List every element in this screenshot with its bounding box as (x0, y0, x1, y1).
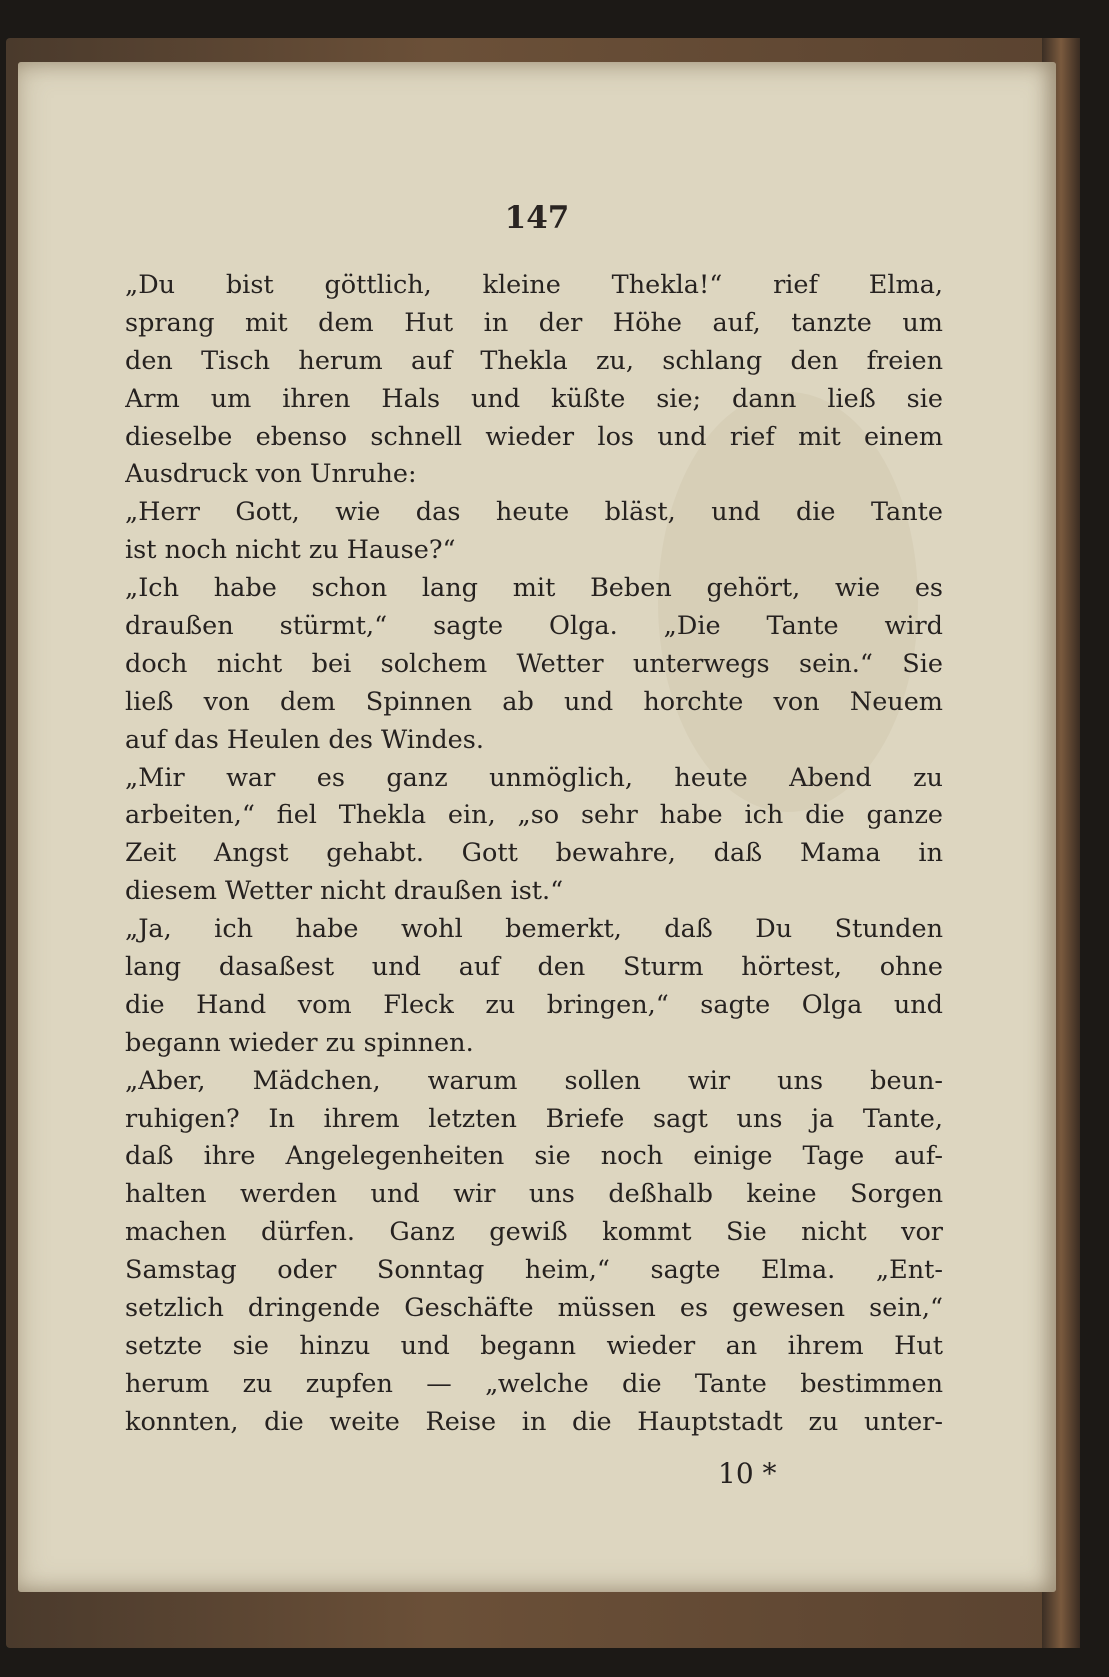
text-line: Samstag oder Sonntag heim,“ sagte Elma. „Ent- (125, 1255, 943, 1286)
text-line: halten werden und wir uns deßhalb keine Sorgen (125, 1179, 943, 1210)
text-line: sprang mit dem Hut in der Höhe auf, tanzte um (125, 307, 943, 338)
text-line: ruhigen? In ihrem letzten Briefe sagt uns ja Tante, (125, 1103, 943, 1134)
text-line: „Ja, ich habe wohl bemerkt, daß Du Stunden (125, 914, 943, 945)
text-line: die Hand vom Fleck zu bringen,“ sagte Olga und (125, 989, 943, 1020)
text-line: ist noch nicht zu Hause?“ (125, 535, 456, 566)
text-line: setzte sie hinzu und begann wieder an ihrem Hut (125, 1330, 943, 1361)
signature-mark: 10 * (718, 1457, 777, 1490)
text-line: lang dasaßest und auf den Sturm hörtest, ohne (125, 952, 943, 983)
book-page (18, 62, 1056, 1592)
text-line: auf das Heulen des Windes. (125, 724, 484, 755)
text-line: „Mir war es ganz unmöglich, heute Abend zu (125, 762, 943, 793)
text-line: „Du bist göttlich, kleine Thekla!“ rief Elma, (125, 270, 943, 300)
text-line: begann wieder zu spinnen. (125, 1027, 474, 1058)
text-line: „Herr Gott, wie das heute bläst, und die Tante (125, 497, 943, 528)
text-line: „Aber, Mädchen, warum sollen wir uns beun- (125, 1065, 943, 1096)
text-line: Arm um ihren Hals und küßte sie; dann ließ sie (125, 383, 943, 414)
text-line: setzlich dringende Geschäfte müssen es gewesen sein,“ (125, 1293, 943, 1324)
text-line: doch nicht bei solchem Wetter unterwegs sein.“ Sie (125, 648, 943, 679)
page-number: 147 (504, 200, 570, 236)
text-line: dieselbe ebenso schnell wieder los und rief mit einem (125, 421, 943, 452)
text-line: Zeit Angst gehabt. Gott bewahre, daß Mama in (125, 838, 943, 869)
body-text (125, 267, 943, 1442)
text-line: machen dürfen. Ganz gewiß kommt Sie nicht vor (125, 1217, 943, 1248)
text-line: arbeiten,“ fiel Thekla ein, „so sehr habe ich die ganze (125, 800, 943, 831)
text-line: ließ von dem Spinnen ab und horchte von Neuem (125, 686, 943, 717)
text-line: konnten, die weite Reise in die Hauptstadt zu unter- (125, 1406, 943, 1437)
text-line: draußen stürmt,“ sagte Olga. „Die Tante wird (125, 611, 943, 642)
text-line: Ausdruck von Unruhe: (125, 459, 417, 490)
text-line: den Tisch herum auf Thekla zu, schlang den freien (125, 345, 943, 376)
text-line: „Ich habe schon lang mit Beben gehört, wie es (125, 573, 943, 604)
text-line: diesem Wetter nicht draußen ist.“ (125, 876, 564, 907)
text-line: herum zu zupfen — „welche die Tante bestimmen (125, 1368, 943, 1399)
text-line: daß ihre Angelegenheiten sie noch einige Tage auf- (125, 1141, 943, 1172)
